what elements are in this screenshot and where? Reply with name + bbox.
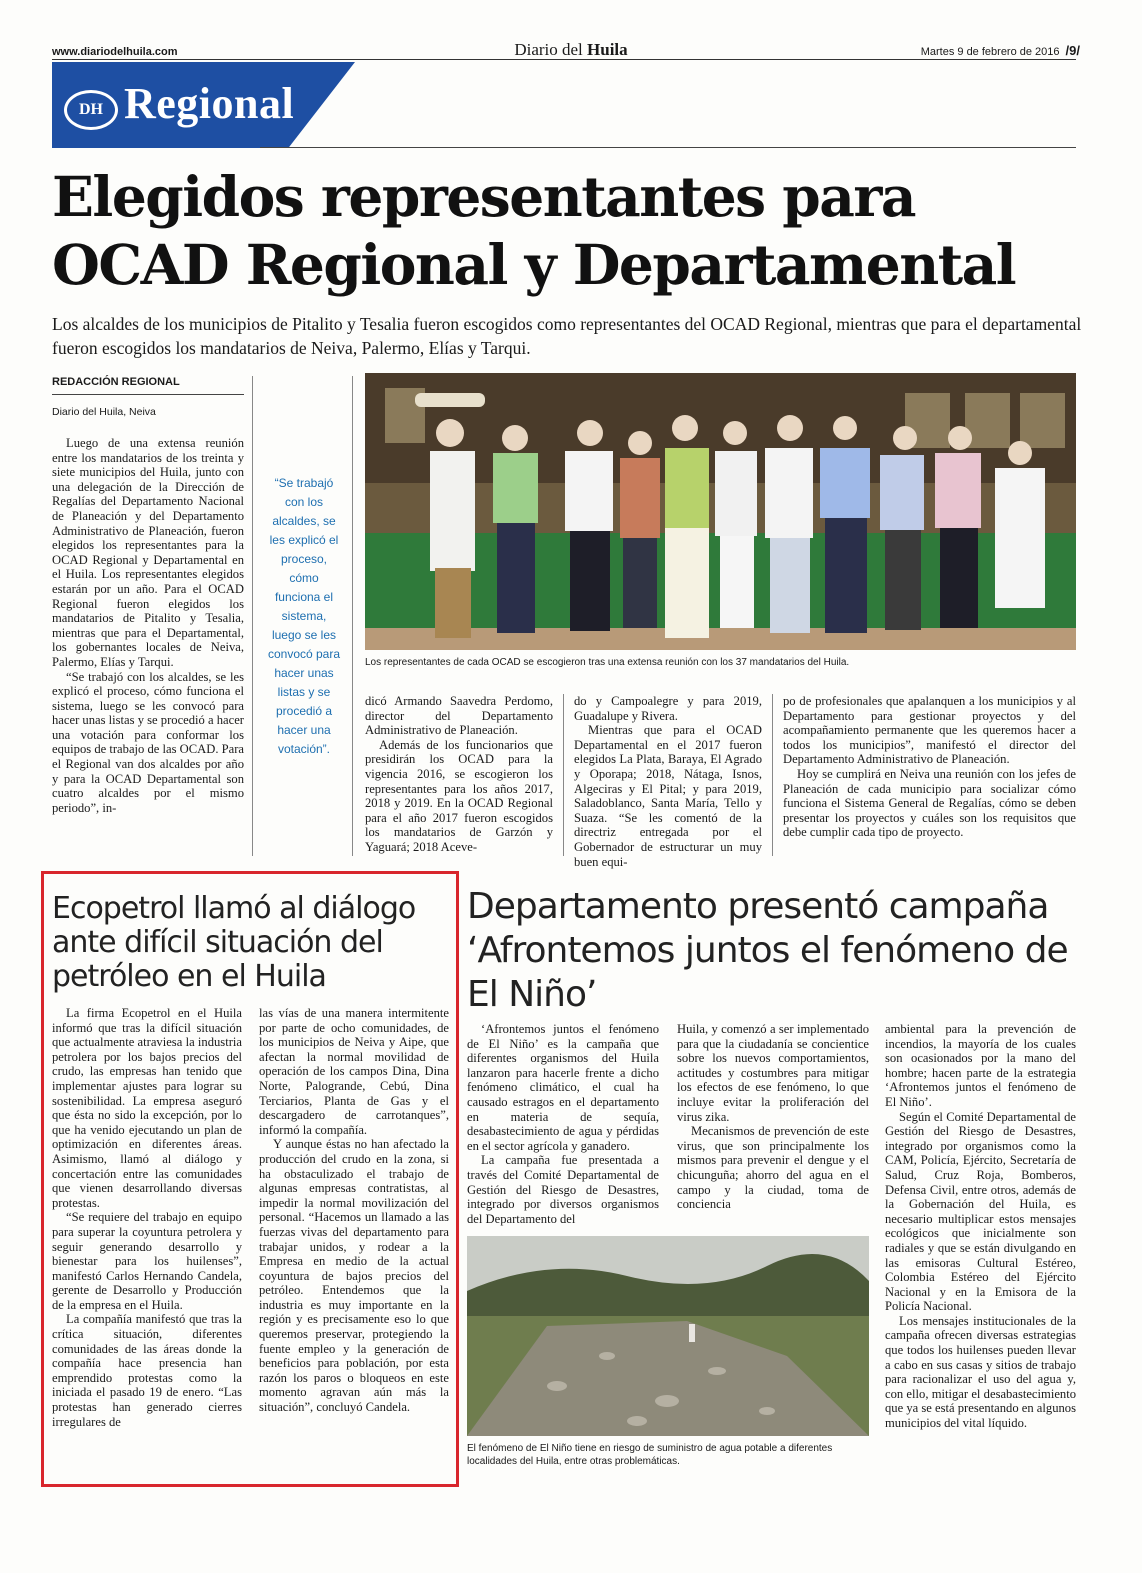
column-rule	[252, 376, 253, 856]
column-rule	[772, 694, 773, 856]
dateline: Diario del Huila, Neiva	[52, 406, 156, 418]
issue-date: Martes 9 de febrero de 2016 /9/	[920, 43, 1080, 58]
page-number: /9/	[1065, 43, 1080, 58]
ecopetrol-column-2: las vías de una manera intermitente por parte de ocho comunidades, de los municipios de Neiva y Aipe, que afectan la normal movilidad de operación de los campos Dina, Dina Norte, Palogrande, Cebú, Dina Terciarios, Planta de Gas y el descargadero de carrotanques”, informó la compañía. Y aunque éstas no han afectado la producción del crudo en la zona, si ha obstaculizado el trabajo de algunas empresas contratistas, al impedir la normal movilización del personal. “Hacemos un llamado a las fuerzas vivas del departamento para trabajar unidos, y rodear a la Empresa en medio de la actual coyuntura de bajos precios del petróleo. Entendemos que la industria es muy importante en la región y es precisamente eso lo que queremos preservar, protegiendo la fuente empleo y la generación de beneficios para población, por esta razón los paros o bloqueos en este momento agravan aún más la situación”, concluyó Candela.	[259, 1006, 449, 1415]
article1-column-2: dicó Armando Saavedra Perdomo, director del Departamento Administrativo de Planeación. Además de los funcionarios que presidirán los OCAD para la vigencia 2016, se escogieron los representantes para los años 2017, 2018 y 2019. En la OCAD Regional para el año 2017 fueron escogidos los mandatarios de Garzón y Yaguará; 2018 Aceve-	[365, 694, 553, 854]
ecopetrol-headline: Ecopetrol llamó al diálogo ante difícil situación del petróleo en el Huila	[52, 891, 416, 994]
photo-caption-1: Los representantes de cada OCAD se escogieron tras una extensa reunión con los 37 mandatarios del Huila.	[365, 657, 850, 668]
group-photo	[365, 373, 1076, 650]
photo-caption-2: El fenómeno de El Niño tiene en riesgo de suministro de agua potable a diferentes localidades del Huila, entre otras problemáticas.	[467, 1443, 833, 1467]
column-rule	[563, 694, 564, 856]
website-url[interactable]: www.diariodelhuila.com	[52, 46, 178, 58]
pull-quote: “Se trabajó con los alcaldes, se les explicó el proceso, cómo funciona el sistema, luego se les convocó para hacer unas listas y se procedió a hacer una votación”.	[267, 476, 341, 756]
column-rule	[352, 376, 353, 856]
main-headline: Elegidos representantes para OCAD Regional y Departamental	[52, 164, 1016, 297]
byline-divider	[52, 394, 244, 395]
el-nino-column-2: Huila, y comenzó a ser implementado para que la ciudadanía se concientice sobre los nuevos comportamientos, actitudes y costumbres para mitigar los efectos de ese fenómeno, lo que incluye evitar la proliferación del virus zika. Mecanismos de prevención de este virus, que son principalmente los mismos para prevenir el dengue y el chicunguña; ahorro del agua en el campo y la ciudad, toma de conciencia	[677, 1022, 869, 1212]
main-deck: Los alcaldes de los municipios de Pitalito y Tesalia fueron escogidos como representantes del OCAD Regional, mientras que para el departamental fueron escogidos los mandatarios de Neiva, Palermo, Elías y Tarqui.	[52, 314, 1082, 358]
drought-photo-illustration	[467, 1236, 869, 1436]
article1-column-4: po de profesionales que apalanquen a los municipios y al Departamento para gestionar proyectos y del acompañamiento permanente que les queremos hacer a todos los municipios”, manifestó el director del Departamento Administrativo de Planeación. Hoy se cumplirá en Neiva una reunión con los jefes de Planeación de cada municipio para socializar cómo funciona el Sistema General de Regalías, cómo se deben presentar los proyectos y cuáles son los requisitos que debe cumplir cada tipo de proyecto.	[783, 694, 1076, 840]
header-divider	[52, 59, 1076, 60]
section-divider	[260, 147, 1076, 148]
article1-column-3: do y Campoalegre y para 2019, Guadalupe y Rivera. Mientras que para el OCAD Departamental en el 2017 fueron elegidos La Plata, Baraya, El Agrado y Oporapa; 2018, Nátaga, Isnos, Algeciras y El Pital; y para 2019, Saladoblanco, Santa María, Tello y Suaza. “Se les comentó de la directriz entregada por el Gobernador de estructurar un muy buen equi-	[574, 694, 762, 869]
byline: REDACCIÓN REGIONAL	[52, 376, 180, 388]
el-nino-column-1: ‘Afrontemos juntos el fenómeno de El Niño’ es la campaña que diferentes organismos del Huila lanzaron para hacerle frente a dicho fenómeno climático, el cual ha causado estragos en el departamento en materia de sequía, desabastecimiento de agua y pérdidas en el sector agrícola y ganadero. La campaña fue presentada a través del Comité Departamental de Gestión del Riesgo de Desastres, integrado por diversos organismos del Departamento del	[467, 1022, 659, 1226]
dh-logo: DH	[64, 90, 118, 130]
newspaper-name: Diario del Huila	[514, 40, 628, 59]
el-nino-column-3: ambiental para la prevención de incendios, la mayoría de los cuales son ocasionados por la mano del hombre; hacen parte de la estrategia ‘Afrontemos juntos el fenómeno de El Niño’. Según el Comité Departamental de Gestión del Riesgo de Desastres, integrado por organismos como la CAM, Policía, Ejército, Secretaría de Salud, Cruz Roja, Bomberos, Defensa Civil, entre otros, además de la Gobernación del Huila, es necesario multiplicar estos mensajes ecológicos que inicialmente son radiales y que se están divulgando en las emisoras Cultural Estéreo, Colombia Estéreo del Ejército Nacional y en la Emisora de la Policía Nacional. Los mensajes institucionales de la campaña ofrecen diversas estrategias que todos los huilenses pueden llevar a cabo en sus casas y sitios de trabajo para racionalizar el uso del agua y, con ello, mitigar el desabastecimiento que ya se está presentando en algunos municipios del vital líquido.	[885, 1022, 1076, 1431]
section-title: Regional	[124, 79, 295, 128]
el-nino-headline: Departamento presentó campaña ‘Afrontemos juntos el fenómeno de El Niño’	[467, 886, 1068, 1015]
ecopetrol-column-1: La firma Ecopetrol en el Huila informó que tras la difícil situación que actualmente atraviesa la industria petrolera por los bajos precios del crudo, las empresas han tenido que implementar ajustes para lograr su sostenibilidad. La empresa aseguró que ésta no sido la excepción, por lo que ha venido ejecutando un plan de optimización en diferentes áreas. Asimismo, llamó al diálogo y concertación entre las comunidades que vienen desarrollando diversas protestas. “Se requiere del trabajo en equipo para superar la coyuntura petrolera y seguir generando desarrollo y bienestar para los huilenses”, manifestó Carlos Hernando Candela, gerente de Desarrollo y Producción de la empresa en el Huila. La compañía manifestó que tras la crítica situación, diferentes comunidades de las áreas donde la compañía hace presencia han emprendido protestas como la iniciada el pasado 19 de enero. “Las protestas han generado cierres irregulares de	[52, 1006, 242, 1429]
article1-column-1: Luego de una extensa reunión entre los mandatarios de los treinta y siete municipios del Huila, junto con una delegación de la Dirección de Regalías del Departamento Nacional de Planeación y del Departamento Administrativo de Planeación, fueron elegidos los representantes para la OCAD Regional y Departamental en el Huila. Los representantes elegidos estarán por un año. Para el OCAD Regional fueron elegidos los mandatarios de Pitalito y Tesalia, mientras que para el Departamental, los gobernantes locales de Neiva, Palermo, Elías y Tarqui. “Se trabajó con los alcaldes, se les explicó el proceso, cómo funciona el sistema, luego se les convocó para hacer unas listas y se procedió a hacer una votación para conformar los equipos de trabajo de las OCAD. Para el Regional van dos alcaldes por año y para la OCAD Departamental son cuatro alcaldes por el mismo periodo”, in-	[52, 436, 245, 815]
group-photo-illustration	[365, 373, 1076, 650]
drought-photo	[467, 1236, 869, 1436]
